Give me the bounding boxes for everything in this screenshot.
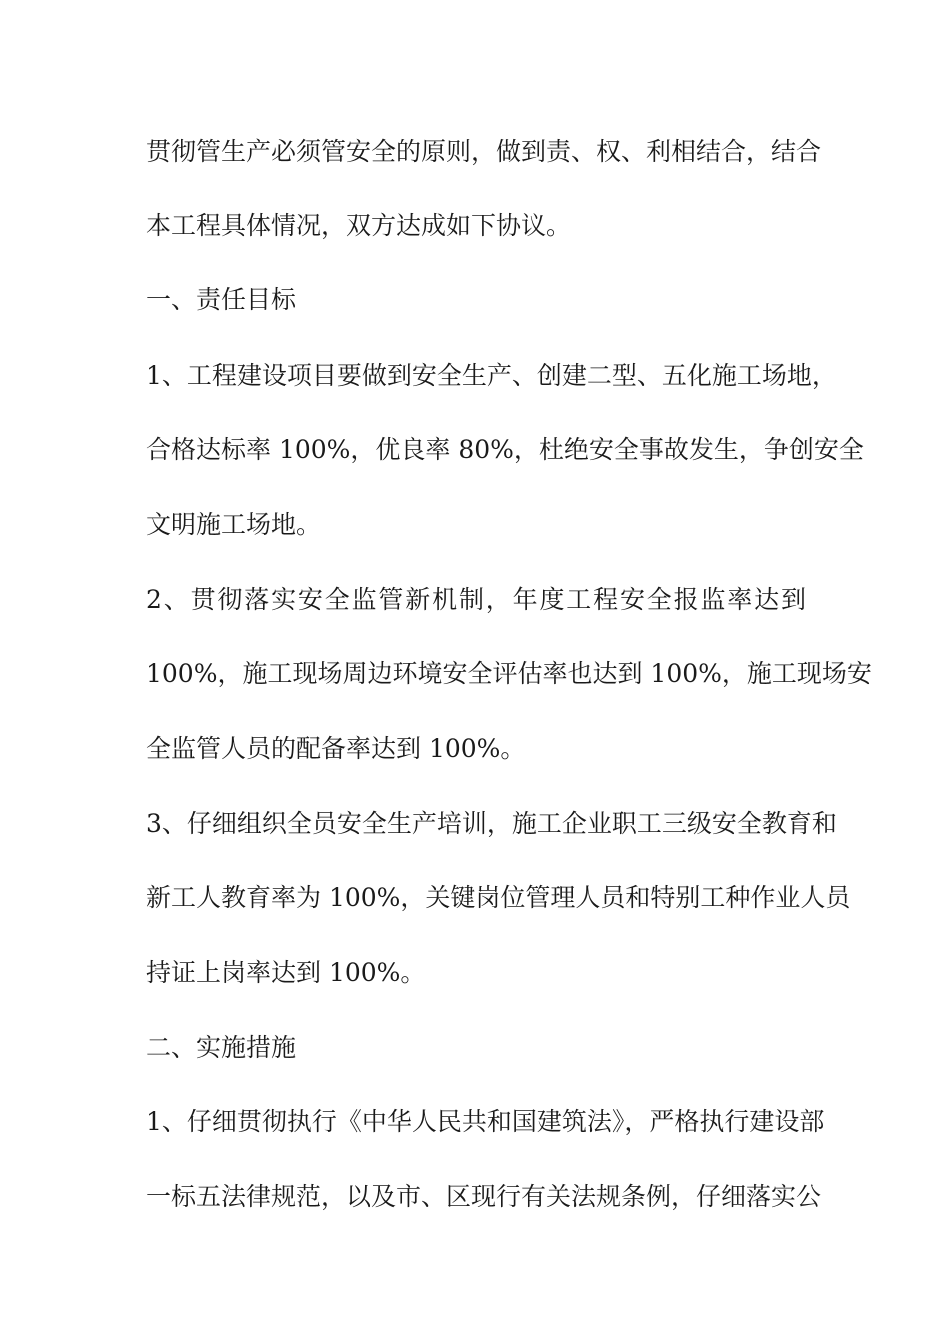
body-text-line: 本工程具体情况，双方达成如下协议。 (146, 211, 572, 240)
body-text-line: 合格达标率 100%，优良率 80%，杜绝安全事故发生，争创安全 (146, 435, 864, 464)
section-heading: 一、责任目标 (146, 285, 297, 314)
body-text-line: 100%，施工现场周边环境安全评估率也达到 100%，施工现场安 (146, 659, 872, 688)
list-item-text: 2、贯彻落实安全监管新机制，年度工程安全报监率达到 (146, 585, 806, 614)
body-text-line: 全监管人员的配备率达到 100%。 (146, 734, 526, 763)
list-item-text: 1、工程建设项目要做到安全生产、创建二型、五化施工场地， (146, 361, 837, 390)
body-text-line: 持证上岗率达到 100%。 (146, 958, 426, 987)
body-text-line: 贯彻管生产必须管安全的原则，做到责、权、利相结合，结合 (146, 137, 822, 166)
body-text-line: 新工人教育率为 100%，关键岗位管理人员和特别工种作业人员 (146, 883, 851, 912)
body-text-line: 一标五法律规范，以及市、区现行有关法规条例，仔细落实公 (146, 1182, 822, 1211)
list-item-text: 1、仔细贯彻执行《中华人民共和国建筑法》，严格执行建设部 (146, 1107, 825, 1136)
list-item-text: 3、仔细组织全员安全生产培训，施工企业职工三级安全教育和 (146, 809, 837, 838)
section-heading: 二、实施措施 (146, 1033, 297, 1062)
body-text-line: 文明施工场地。 (146, 510, 322, 539)
